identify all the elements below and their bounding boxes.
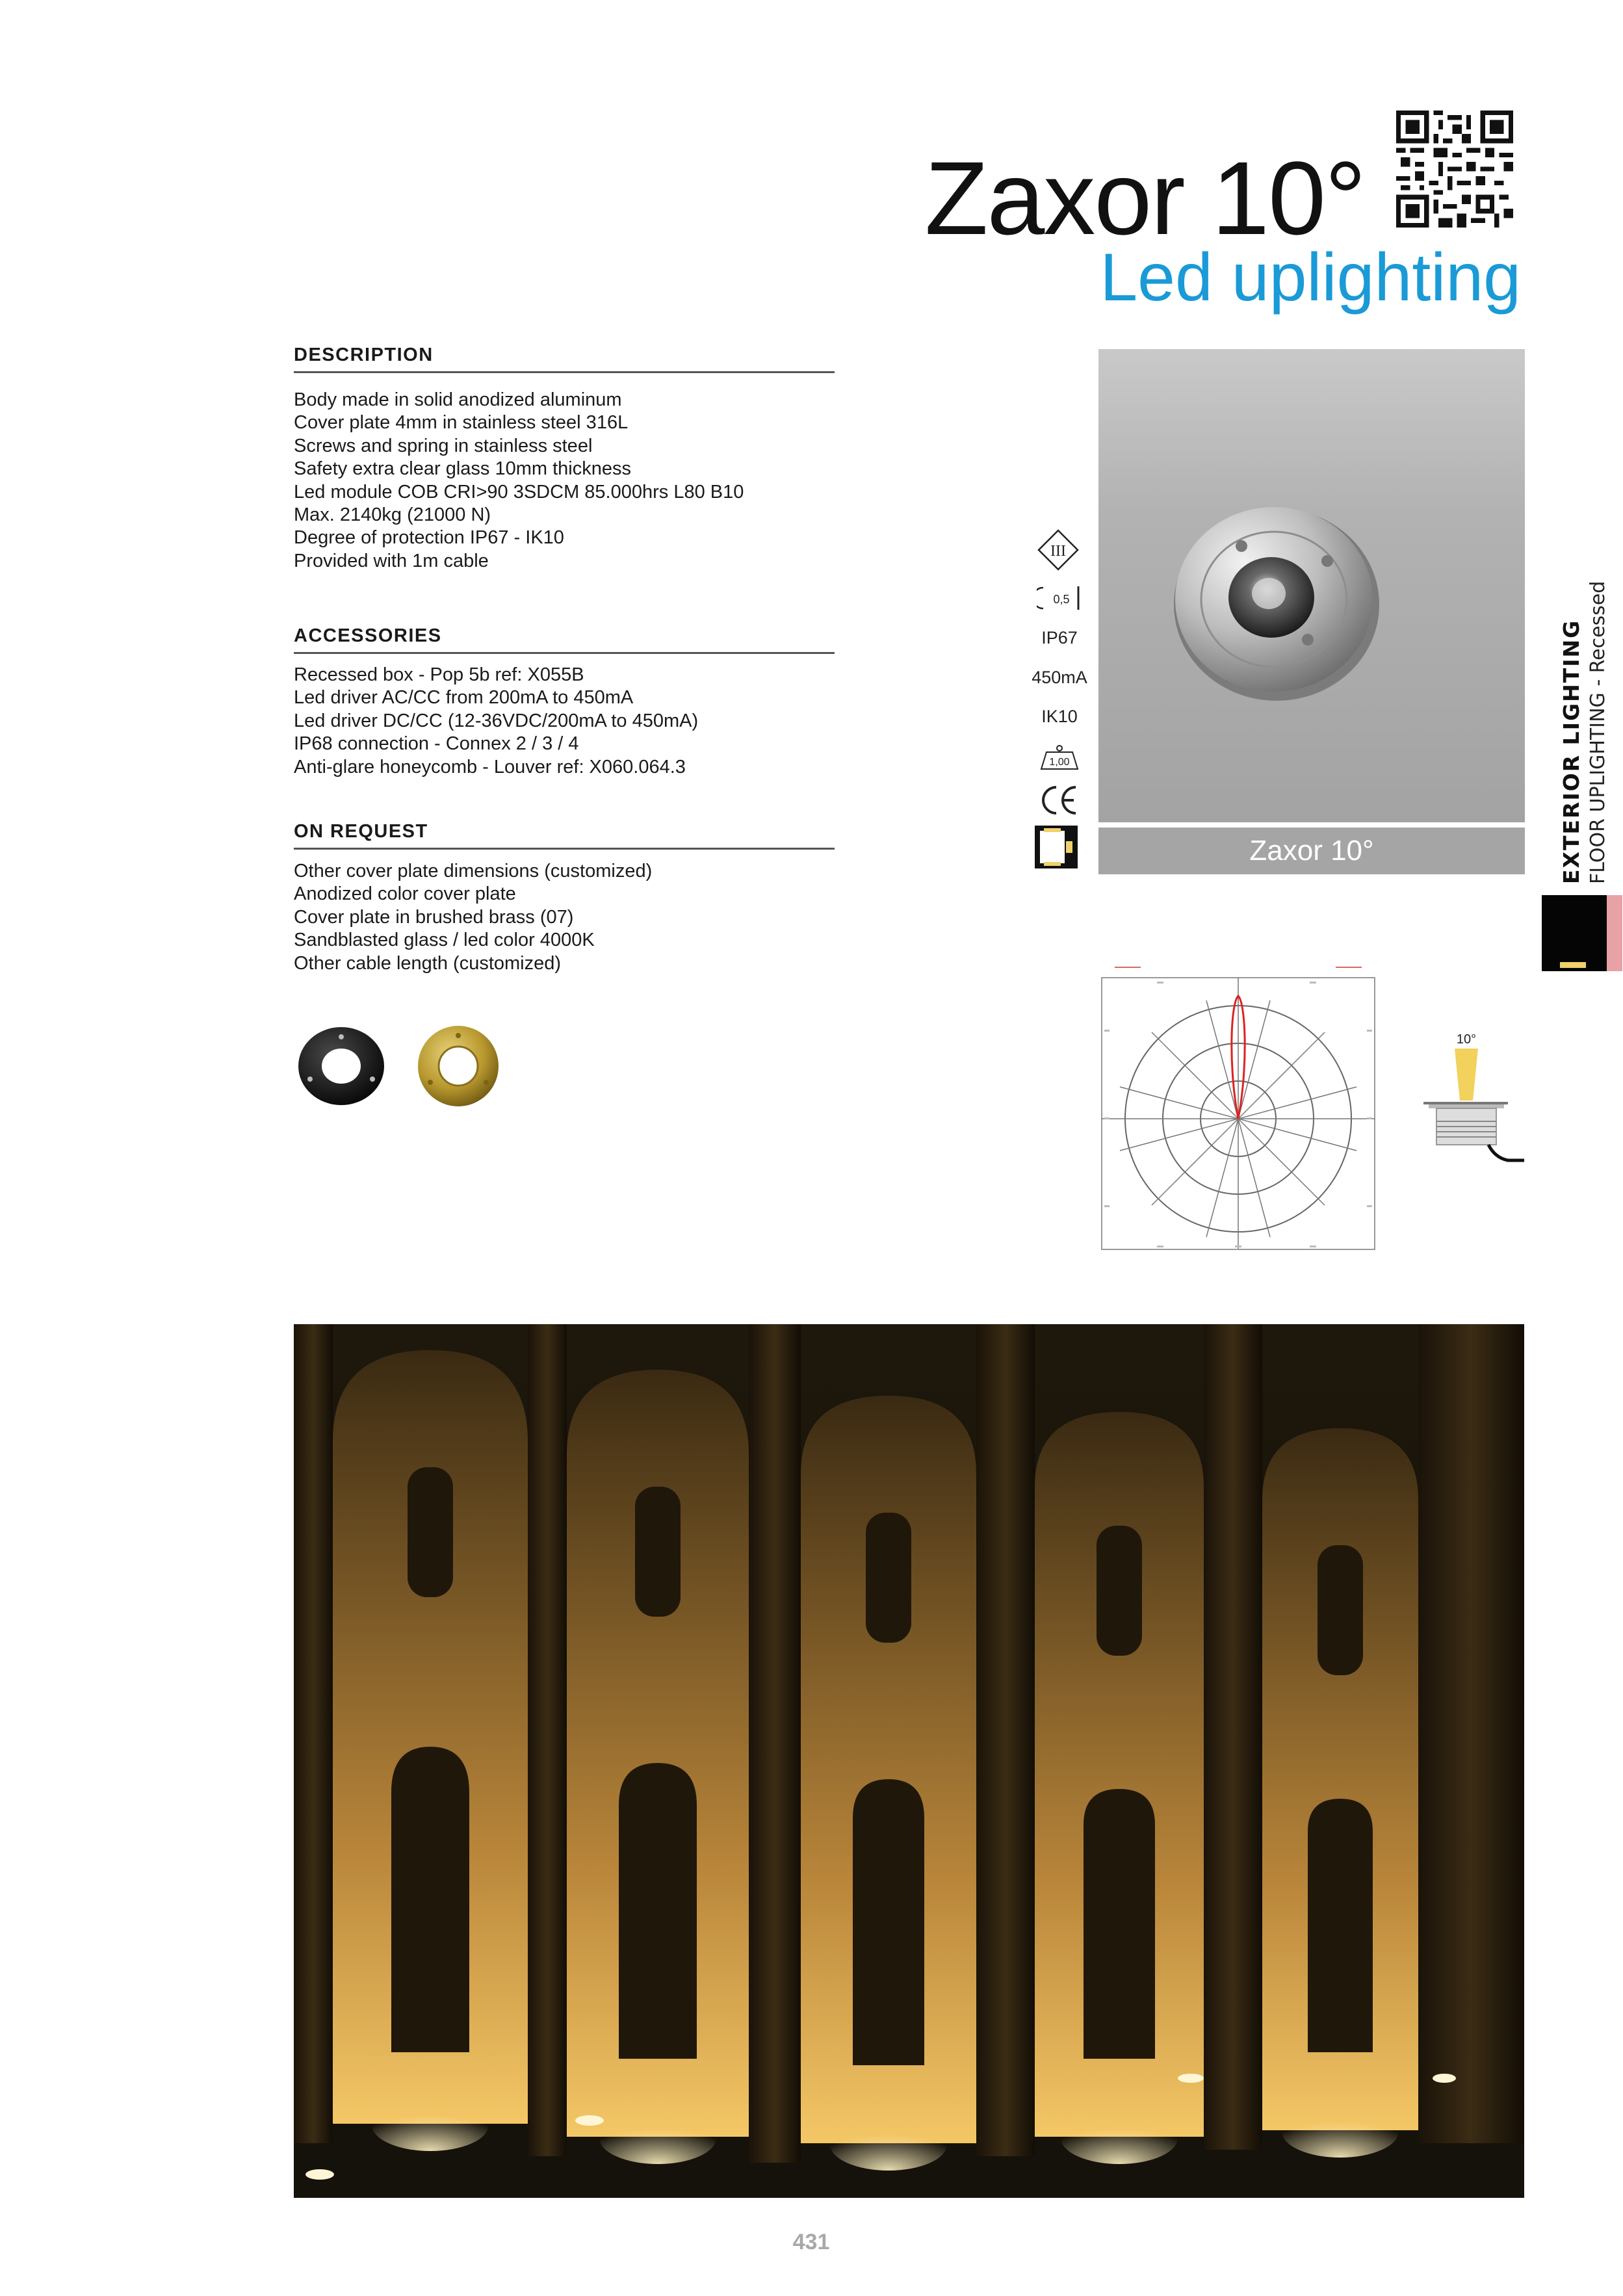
polar-light-distribution-diagram bbox=[1095, 965, 1381, 1260]
product-caption: Zaxor 10° bbox=[1098, 828, 1525, 874]
qr-code-icon bbox=[1396, 111, 1513, 228]
load-label: 1,00 bbox=[1049, 757, 1070, 768]
on-request-item: Other cable length (customized) bbox=[294, 952, 562, 974]
accessory-item: Led driver DC/CC (12-36VDC/200mA to 450mA) bbox=[294, 710, 699, 731]
description-item: Max. 2140kg (21000 N) bbox=[294, 504, 491, 526]
description-item: Screws and spring in stainless steel bbox=[294, 435, 593, 456]
distance-label: 0,5 bbox=[1053, 593, 1070, 606]
facade-photo-image bbox=[294, 1324, 1524, 2198]
sidebar-black-tab bbox=[1542, 895, 1607, 971]
product-photo bbox=[1098, 349, 1525, 822]
description-item: Body made in solid anodized aluminum bbox=[294, 389, 622, 410]
page-number: 431 bbox=[792, 2230, 830, 2254]
sidebar-yellow-mark bbox=[1560, 962, 1586, 968]
product-subtitle: Led uplighting bbox=[1100, 240, 1521, 315]
black-cover-plate-image bbox=[296, 1024, 387, 1108]
ip-rating: IP67 bbox=[1041, 628, 1078, 647]
accessories-list bbox=[294, 664, 835, 779]
on-request-item: Cover plate in brushed brass (07) bbox=[294, 906, 574, 928]
accessory-item: Led driver AC/CC from 200mA to 450mA bbox=[294, 687, 634, 709]
description-heading: DESCRIPTION bbox=[294, 345, 835, 373]
application-photo bbox=[294, 1324, 1524, 2198]
beam-angle-label: 10° bbox=[1456, 1032, 1477, 1047]
on-request-item: Sandblasted glass / led color 4000K bbox=[294, 930, 595, 951]
brass-cover-plate-image bbox=[416, 1024, 500, 1108]
sidebar-category-title: EXTERIOR LIGHTING bbox=[1559, 619, 1584, 884]
description-item: Led module COB CRI>90 3SDCM 85.000hrs L80 B10 bbox=[294, 481, 744, 502]
description-item: Degree of protection IP67 - IK10 bbox=[294, 527, 564, 549]
beam-angle-diagram bbox=[1410, 1030, 1524, 1170]
accessories-heading: ACCESSORIES bbox=[294, 625, 835, 654]
distance-icon bbox=[1037, 584, 1082, 612]
description-item: Provided with 1m cable bbox=[294, 550, 489, 571]
sidebar-pink-tab bbox=[1607, 895, 1622, 971]
accessory-item: IP68 connection - Connex 2 / 3 / 4 bbox=[294, 733, 579, 755]
on-request-item: Anodized color cover plate bbox=[294, 883, 516, 905]
product-title: Zaxor 10° bbox=[924, 140, 1365, 256]
luminaire-image bbox=[1098, 349, 1525, 822]
accessory-item: Anti-glare honeycomb - Louver ref: X060.064.3 bbox=[294, 756, 686, 777]
ce-mark-icon bbox=[1039, 783, 1079, 817]
description-item: Cover plate 4mm in stainless steel 316L bbox=[294, 412, 629, 434]
ik-rating: IK10 bbox=[1041, 707, 1078, 726]
class-iii-label: III bbox=[1050, 543, 1066, 560]
on-request-heading: ON REQUEST bbox=[294, 821, 835, 850]
sidebar-category bbox=[1559, 546, 1623, 884]
current-rating: 450mA bbox=[1032, 668, 1087, 687]
class-iii-icon bbox=[1037, 528, 1080, 571]
sidebar-subcategory: FLOOR UPLIGHTING - Recessed bbox=[1587, 581, 1609, 884]
recessed-icon bbox=[1033, 824, 1079, 870]
description-list bbox=[294, 389, 835, 573]
load-icon bbox=[1033, 744, 1085, 772]
on-request-item: Other cover plate dimensions (customized) bbox=[294, 861, 653, 881]
accessory-item: Recessed box - Pop 5b ref: X055B bbox=[294, 664, 584, 685]
on-request-list bbox=[294, 860, 835, 975]
description-item: Safety extra clear glass 10mm thickness bbox=[294, 458, 631, 480]
